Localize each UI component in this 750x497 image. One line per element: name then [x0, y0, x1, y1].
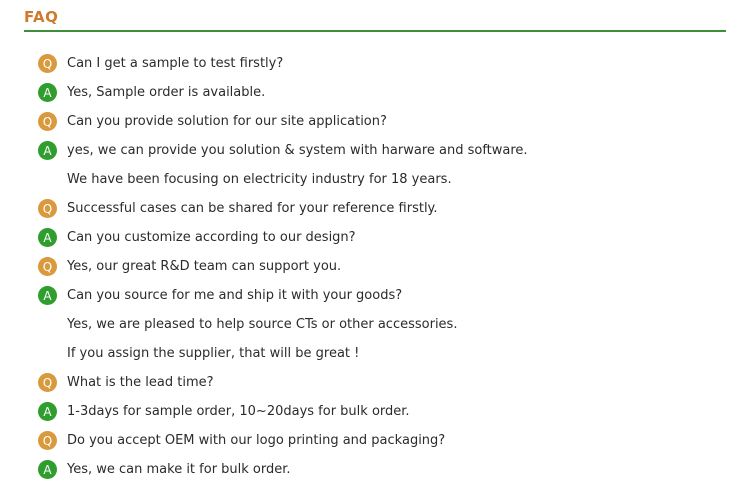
answer-badge-icon: A — [38, 402, 57, 421]
answer-badge-icon: A — [38, 460, 57, 479]
question-badge-icon: Q — [38, 257, 57, 276]
faq-text: What is the lead time? — [67, 375, 214, 390]
question-badge-icon: Q — [38, 54, 57, 73]
faq-row — [38, 426, 718, 455]
faq-row — [38, 78, 718, 107]
faq-text: Yes, our great R&D team can support you. — [67, 259, 342, 274]
answer-badge-icon: A — [38, 83, 57, 102]
question-badge-icon: Q — [38, 373, 57, 392]
faq-text: We have been focusing on electricity industry for 18 years. — [67, 172, 452, 187]
faq-text: 1-3days for sample order, 10~20days for bulk order. — [67, 404, 410, 419]
faq-row — [38, 252, 718, 281]
faq-text: Yes, we can make it for bulk order. — [67, 462, 291, 477]
badge-spacer — [38, 344, 57, 363]
badge-spacer — [38, 315, 57, 334]
faq-text: Can you customize according to our design? — [67, 230, 356, 245]
faq-text: Can I get a sample to test firstly? — [67, 56, 284, 71]
faq-text: Yes, Sample order is available. — [67, 85, 266, 100]
faq-text: yes, we can provide you solution & system with harware and software. — [67, 143, 528, 158]
faq-row — [38, 194, 718, 223]
answer-badge-icon: A — [38, 286, 57, 305]
answer-badge-icon: A — [38, 228, 57, 247]
faq-text: Do you accept OEM with our logo printing and packaging? — [67, 433, 446, 448]
faq-text: Successful cases can be shared for your reference firstly. — [67, 201, 438, 216]
faq-header — [24, 4, 726, 32]
faq-text: If you assign the supplier, that will be great ! — [67, 346, 360, 361]
faq-row — [38, 165, 718, 194]
answer-badge-icon: A — [38, 141, 57, 160]
faq-row — [38, 310, 718, 339]
faq-text: Yes, we are pleased to help source CTs or other accessories. — [67, 317, 458, 332]
page-title: FAQ — [24, 8, 59, 26]
faq-row — [38, 107, 718, 136]
faq-row — [38, 455, 718, 484]
faq-row — [38, 136, 718, 165]
question-badge-icon: Q — [38, 112, 57, 131]
faq-row — [38, 223, 718, 252]
faq-text: Can you provide solution for our site application? — [67, 114, 387, 129]
faq-text: Can you source for me and ship it with your goods? — [67, 288, 403, 303]
faq-row — [38, 339, 718, 368]
question-badge-icon: Q — [38, 431, 57, 450]
faq-list — [38, 49, 718, 484]
faq-row — [38, 368, 718, 397]
faq-row — [38, 49, 718, 78]
faq-row — [38, 397, 718, 426]
faq-row — [38, 281, 718, 310]
badge-spacer — [38, 170, 57, 189]
question-badge-icon: Q — [38, 199, 57, 218]
